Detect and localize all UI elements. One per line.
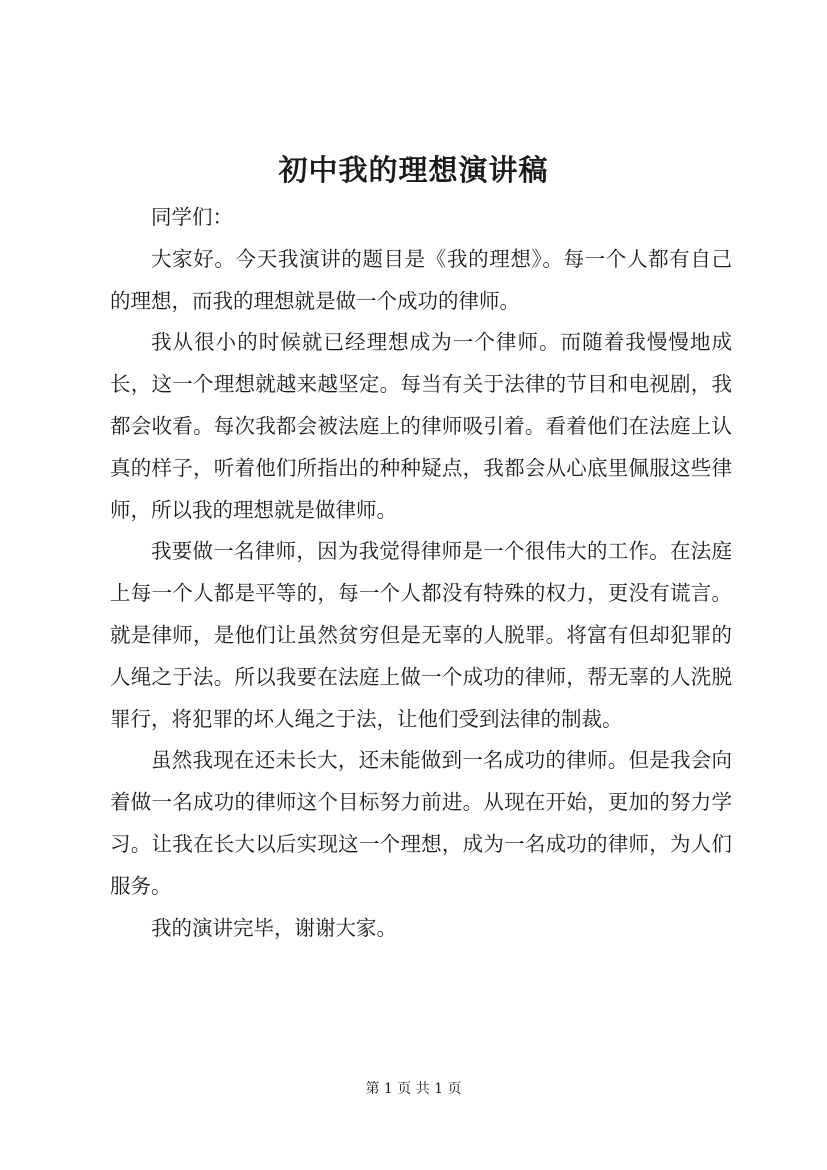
document-body [110, 197, 732, 949]
body-paragraph: 我从很小的时候就已经理想成为一个律师。而随着我慢慢地成长，这一个理想就越来越坚定。每当有关于法律的节目和电视剧，我都会收看。每次我都会被法庭上的律师吸引着。看着他们在法庭上认真的样子，听着他们所指出的种种疑点，我都会从心底里佩服这些律师，所以我的理想就是做律师。 [110, 330, 732, 522]
body-paragraph: 大家好。今天我演讲的题目是《我的理想》。每一个人都有自己的理想，而我的理想就是做一个成功的律师。 [110, 246, 732, 313]
greeting-paragraph: 同学们： [151, 205, 233, 229]
body-paragraph: 我要做一名律师，因为我觉得律师是一个很伟大的工作。在法庭上每一个人都是平等的，每一个人都没有特殊的权力，更没有谎言。就是律师，是他们让虽然贫穷但是无辜的人脱罪。将富有但却犯罪的人绳之于法。所以我要在法庭上做一个成功的律师，帮无辜的人洗脱罪行，将犯罪的坏人绳之于法，让他们受到法律的制裁。 [110, 539, 732, 731]
closing-paragraph: 我的演讲完毕，谢谢大家。 [151, 915, 397, 940]
page-number-footer: 第 1 页 共 1 页 [365, 1081, 462, 1097]
body-paragraph: 虽然我现在还未长大，还未能做到一名成功的律师。但是我会向着做一名成功的律师这个目标努力前进。从现在开始，更加的努力学习。让我在长大以后实现这一个理想，成为一名成功的律师，为人们服务。 [110, 748, 732, 898]
document-title: 初中我的理想演讲稿 [278, 153, 549, 187]
